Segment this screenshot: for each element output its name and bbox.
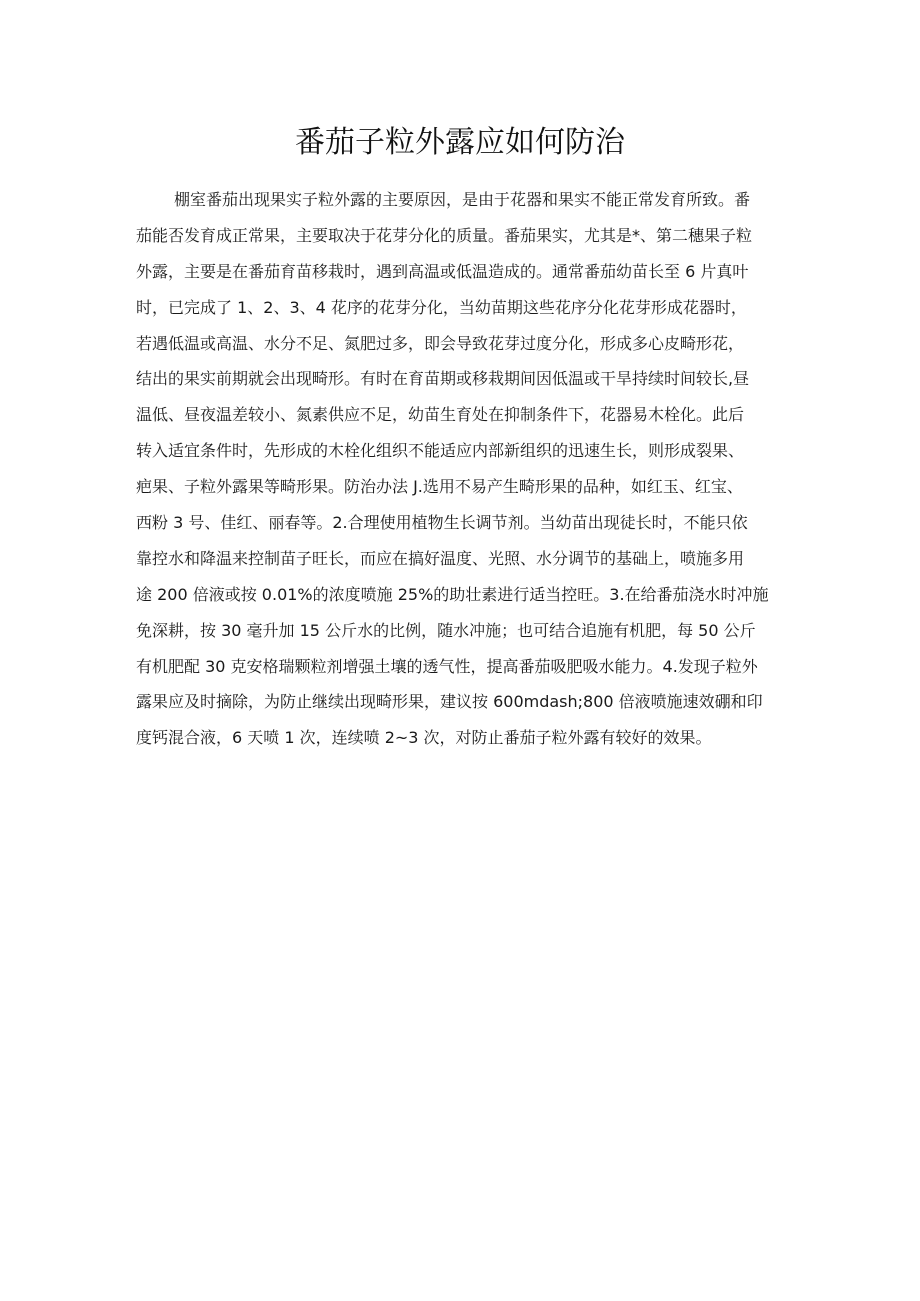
paragraph-line: 免深耕，按 30 毫升加 15 公斤水的比例，随水冲施；也可结合追施有机肥，每 50 公斤 bbox=[136, 620, 756, 640]
paragraph-line: 有机肥配 30 克安格瑞颗粒剂增强土壤的透气性，提高番茄吸肥吸水能力。4.发现子粒外 bbox=[136, 656, 758, 676]
paragraph-line: 茄能否发育成正常果，主要取决于花芽分化的质量。番茄果实，尤其是*、第二穗果子粒 bbox=[136, 225, 753, 245]
page-title: 番茄子粒外露应如何防治 bbox=[295, 125, 625, 160]
paragraph-line: 度钙混合液，6 天喷 1 次，连续喷 2~3 次，对防止番茄子粒外露有较好的效果。 bbox=[136, 728, 712, 748]
paragraph-line: 温低、昼夜温差较小、氮素供应不足，幼苗生育处在抑制条件下，花器易木栓化。此后 bbox=[136, 405, 745, 425]
paragraph-line: 若遇低温或高温、水分不足、氮肥过多，即会导致花芽过度分化，形成多心皮畸形花， bbox=[136, 333, 745, 353]
paragraph-line: 途 200 倍液或按 0.01%的浓度喷施 25%的助壮素进行适当控旺。3.在给番茄浇水时冲施 bbox=[136, 584, 769, 604]
paragraph-line: 棚室番茄出现果实子粒外露的主要原因，是由于花器和果实不能正常发育所致。番 bbox=[174, 190, 751, 209]
paragraph-line: 外露，主要是在番茄育苗移栽时，遇到高温或低温造成的。通常番茄幼苗长至 6 片真叶 bbox=[136, 261, 749, 281]
paragraph-line: 露果应及时摘除，为防止继续出现畸形果，建议按 600mdash;800 倍液喷施速效硼和印 bbox=[136, 692, 763, 712]
paragraph-line: 西粉 3 号、佳红、丽春等。2.合理使用植物生长调节剂。当幼苗出现徒长时，不能只依 bbox=[136, 513, 748, 533]
paragraph-line: 时，已完成了 1、2、3、4 花序的花芽分化，当幼苗期这些花序分化花芽形成花器时， bbox=[136, 297, 747, 317]
paragraph-line: 靠控水和降温来控制苗子旺长，而应在搞好温度、光照、水分调节的基础上，喷施多用 bbox=[136, 548, 745, 568]
body-paragraph bbox=[136, 182, 786, 756]
paragraph-line: 结出的果实前期就会出现畸形。有时在育苗期或移栽期间因低温或干旱持续时间较长,昼 bbox=[136, 369, 750, 389]
paragraph-line: 疤果、子粒外露果等畸形果。防治办法 J.选用不易产生畸形果的品种，如红玉、红宝、 bbox=[136, 477, 743, 497]
paragraph-line: 转入适宜条件时，先形成的木栓化组织不能适应内部新组织的迅速生长，则形成裂果、 bbox=[136, 441, 745, 461]
